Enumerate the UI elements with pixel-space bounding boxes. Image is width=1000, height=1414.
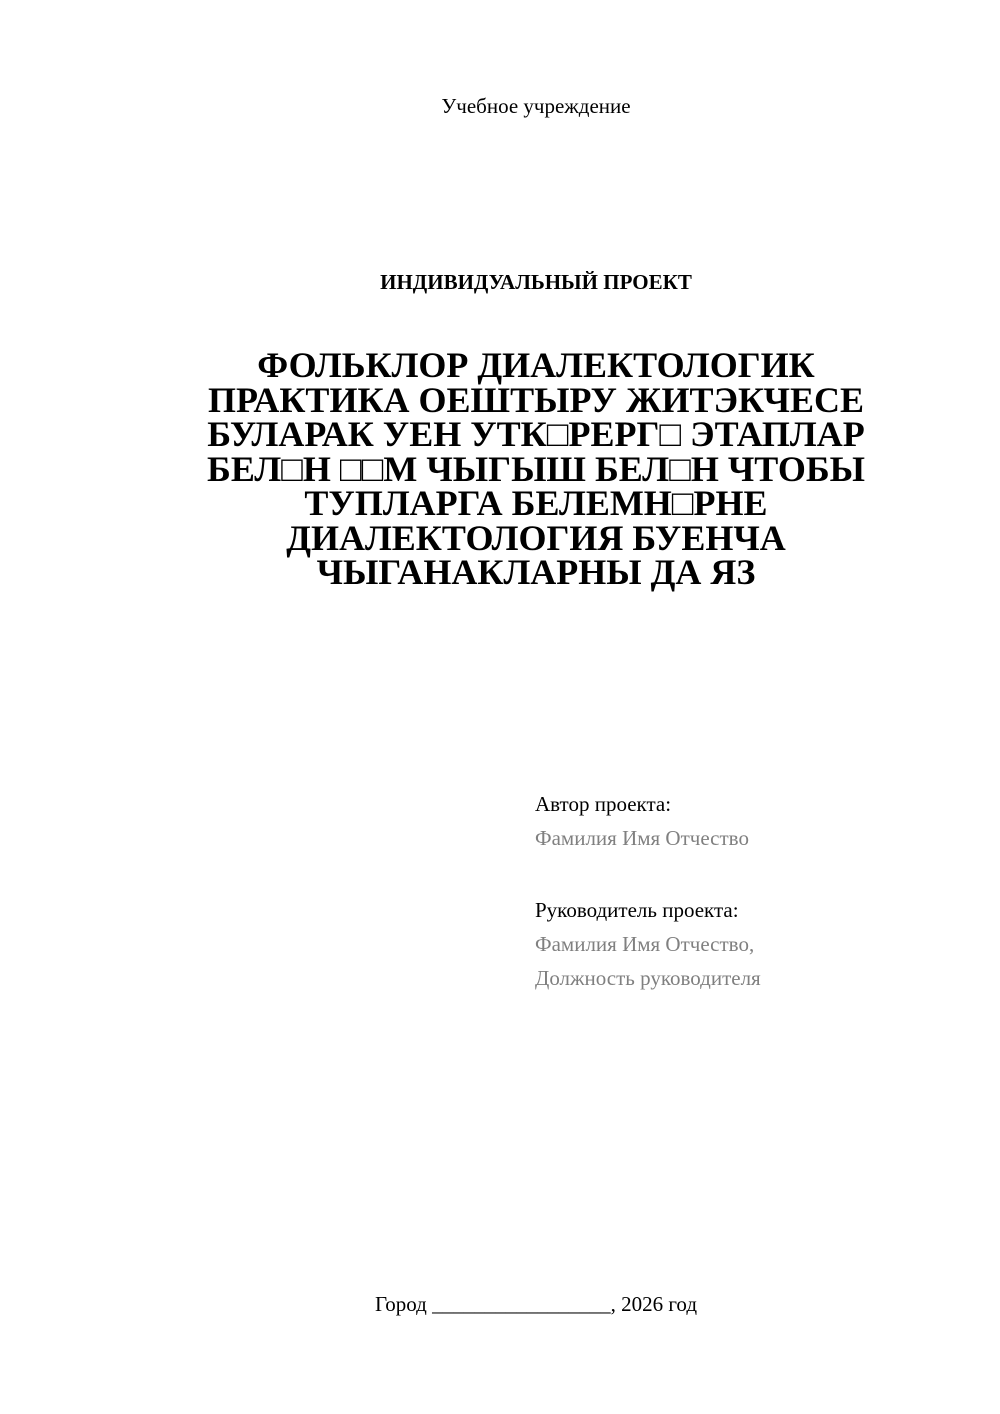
project-type-heading: ИНДИВИДУАЛЬНЫЙ ПРОЕКТ [380,270,692,294]
supervisor-label: Руководитель проекта: [535,898,739,922]
city-year-line: Город _________________, 2026 год [374,1292,698,1316]
project-title-line: БУЛАРАК УЕН УТК□РЕРГ□ ЭТАПЛАР [207,414,865,454]
project-title [120,345,952,592]
institution-name: Учебное учреждение [441,94,631,118]
project-title-line: ДИАЛЕКТОЛОГИЯ БУЕНЧА [286,517,786,558]
supervisor-name: Фамилия Имя Отчество, [535,932,755,956]
author-label: Автор проекта: [535,792,672,816]
project-title-line: ПРАКТИКА ОЕШТЫРУ ЖИТЭКЧЕСЕ [207,379,865,420]
author-name: Фамилия Имя Отчество [535,826,749,850]
project-title-line: БЕЛ□Н □□М ЧЫГЫШ БЕЛ□Н ЧТОБЫ [207,448,865,489]
supervisor-position: Должность руководителя [535,966,761,990]
project-title-line: ТУПЛАРГА БЕЛЕМН□РНЕ [304,483,768,523]
project-title-line: ФОЛЬКЛОР ДИАЛЕКТОЛОГИК [257,345,815,385]
author-block [535,787,749,855]
project-title-line: ЧЫГАНАКЛАРНЫ ДА ЯЗ [316,552,756,592]
supervisor-block [535,893,761,995]
